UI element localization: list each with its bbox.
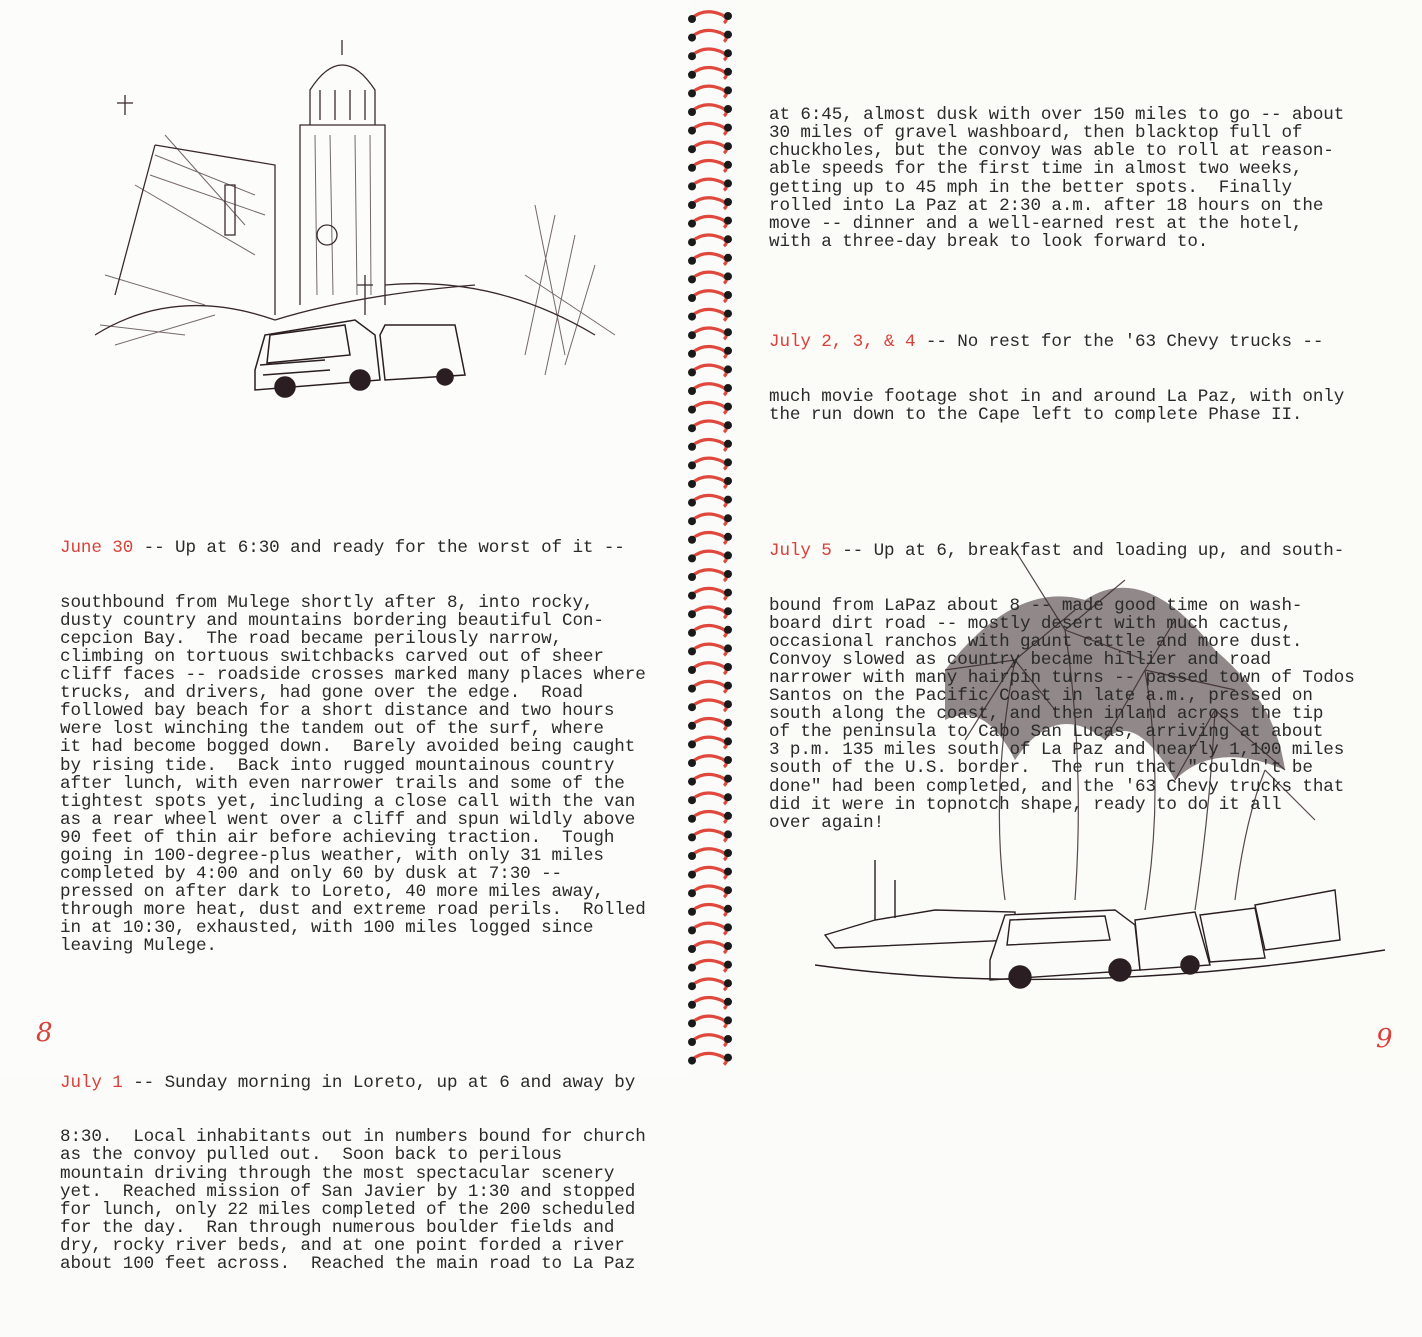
text-line: completed by 4:00 and only 60 by dusk at 7:30 -- (60, 864, 562, 885)
spiral-coil (688, 1016, 732, 1027)
text-line: over again! (769, 812, 885, 833)
entry-text: -- No rest for the '63 Chevy trucks -- (915, 332, 1324, 353)
spiral-coil (688, 123, 732, 134)
entry-july-1 (60, 1038, 646, 1309)
text-line: cepcion Bay. The road became perilously narrow, (60, 628, 562, 649)
spiral-coil (688, 402, 732, 413)
entry-date: July 5 (769, 541, 832, 562)
text-line: 30 miles of gravel washboard, then blacktop full of (769, 123, 1303, 144)
spiral-coil (688, 309, 732, 320)
text-line: 8:30. Local inhabitants out in numbers bound for church (60, 1127, 646, 1148)
text-line: the run down to the Cape left to complete Phase II. (769, 404, 1303, 425)
spiral-coil (688, 867, 732, 878)
spiral-coil (688, 960, 732, 971)
text-line: with a three-day break to look forward to. (769, 231, 1209, 252)
text-line: done" had been completed, and the '63 Chevy trucks that (769, 776, 1345, 797)
spiral-coil (688, 942, 732, 953)
entry-text: -- Up at 6:30 and ready for the worst of it -- (133, 538, 625, 559)
spiral-coil (688, 291, 732, 302)
spiral-coil (688, 458, 732, 469)
entry-july-5 (769, 506, 1355, 868)
spiral-coil (688, 644, 732, 655)
entry-text: -- Sunday morning in Loreto, up at 6 and away by (122, 1073, 636, 1094)
text-line: dusty country and mountains bordering beautiful Con- (60, 610, 604, 631)
spiral-coil (688, 30, 732, 41)
spiral-coil (688, 551, 732, 562)
entry-date: June 30 (60, 538, 134, 559)
spiral-coil (688, 12, 732, 23)
entry-july-2-3-4 (769, 297, 1355, 460)
spiral-coil (688, 68, 732, 79)
text-line: pressed on after dark to Loreto, 40 more miles away, (60, 882, 604, 903)
spiral-coil (688, 793, 732, 804)
text-line: getting up to 45 mph in the better spots. Finally (769, 177, 1292, 198)
entry-text: -- Up at 6, breakfast and loading up, and south- (831, 541, 1345, 562)
text-line: about 100 feet across. Reached the main road to La Paz (60, 1254, 636, 1275)
spiral-coil (688, 347, 732, 358)
spiral-coil (688, 514, 732, 525)
text-line: through more heat, dust and extreme road perils. Rolled (60, 900, 646, 921)
spiral-coil (688, 756, 732, 767)
text-line: move -- dinner and a well-earned rest at the hotel, (769, 213, 1303, 234)
spiral-coil (688, 421, 732, 432)
text-line: Santos on the Pacific Coast in late a.m., pressed on (769, 686, 1313, 707)
spiral-coil (688, 1053, 732, 1064)
text-line: much movie footage shot in and around La Paz, with only (769, 386, 1345, 407)
spiral-coil (688, 235, 732, 246)
text-line: at 6:45, almost dusk with over 150 miles to go -- about (769, 105, 1345, 126)
text-line: in at 10:30, exhausted, with 100 miles logged since (60, 918, 594, 939)
spiral-coil (688, 774, 732, 785)
spiral-binding (684, 0, 740, 1078)
spiral-coil (688, 737, 732, 748)
text-line: rolled into La Paz at 2:30 a.m. after 18 hours on the (769, 195, 1324, 216)
spiral-coil (688, 588, 732, 599)
spiral-coil (688, 998, 732, 1009)
spiral-coil (688, 700, 732, 711)
text-line: after lunch, with even narrower trails and some of the (60, 773, 625, 794)
text-line: by rising tide. Back into rugged mountainous country (60, 755, 615, 776)
entry-june-30 (60, 503, 646, 992)
spiral-coil (688, 719, 732, 730)
spiral-coil (688, 1035, 732, 1046)
entry-date: July 1 (60, 1073, 123, 1094)
spiral-coil (688, 216, 732, 227)
spiral-coil (688, 923, 732, 934)
page-number-left: 8 (36, 1018, 53, 1048)
text-line: cliff faces -- roadside crosses marked many places where (60, 665, 646, 686)
text-line: tightest spots yet, including a close call with the van (60, 791, 636, 812)
page-number-right: 9 (1376, 1024, 1393, 1054)
spiral-coil (688, 440, 732, 451)
text-line: did it were in topnotch shape, ready to do it all (769, 794, 1282, 815)
spiral-coil (688, 830, 732, 841)
spiral-coil (688, 533, 732, 544)
text-line: were lost winching the tandem out of the surf, where (60, 719, 604, 740)
right-text-column (769, 70, 1355, 896)
spiral-coil (688, 328, 732, 339)
text-line: southbound from Mulege shortly after 8, into rocky, (60, 592, 594, 613)
text-line: yet. Reached mission of San Javier by 1:30 and stopped (60, 1181, 636, 1202)
text-line: climbing on tortuous switchbacks carved out of sheer (60, 646, 604, 667)
spiral-coil (688, 812, 732, 823)
text-line: bound from LaPaz about 8 -- made good time on wash- (769, 595, 1303, 616)
text-line: 90 feet of thin air before achieving traction. Tough (60, 827, 615, 848)
spiral-coil (688, 365, 732, 376)
text-line: for the day. Ran through numerous boulder fields and (60, 1217, 615, 1238)
spiral-coil (688, 384, 732, 395)
text-line: able speeds for the first time in almost two weeks, (769, 159, 1303, 180)
spiral-coil (688, 105, 732, 116)
text-line: 3 p.m. 135 miles south of La Paz and nearly 1,100 miles (769, 740, 1345, 761)
text-line: it had become bogged down. Barely avoided being caught (60, 737, 636, 758)
text-line: leaving Mulege. (60, 936, 217, 957)
text-line: of the peninsula to Cabo San Lucas, arriving at about (769, 722, 1324, 743)
spiral-coil (688, 495, 732, 506)
text-line: board dirt road -- mostly desert with much cactus, (769, 613, 1292, 634)
spiral-coil (688, 849, 732, 860)
text-line: dry, rocky river beds, and at one point forded a river (60, 1235, 625, 1256)
text-line: south of the U.S. border. The run that "couldn't be (769, 758, 1313, 779)
text-line: mountain driving through the most spectacular scenery (60, 1163, 615, 1184)
spiral-coil (688, 272, 732, 283)
text-line: south along the coast, and then inland across the tip (769, 704, 1324, 725)
spiral-coil (688, 161, 732, 172)
spiral-coil (688, 663, 732, 674)
text-line: as the convoy pulled out. Soon back to perilous (60, 1145, 562, 1166)
spiral-coil (688, 198, 732, 209)
spiral-coil (688, 681, 732, 692)
spiral-coil (688, 477, 732, 488)
spiral-coil (688, 179, 732, 190)
entry-date: July 2, 3, & 4 (769, 332, 916, 353)
spiral-coil (688, 570, 732, 581)
spiral-coil (688, 886, 732, 897)
text-line: followed bay beach for a short distance and two hours (60, 701, 615, 722)
text-line: Convoy slowed as country became hillier and road (769, 649, 1271, 670)
spiral-coil (688, 626, 732, 637)
text-line: trucks, and drivers, had gone over the edge. Road (60, 683, 583, 704)
spiral-coil (688, 86, 732, 97)
spiral-coil (688, 607, 732, 618)
spiral-coil (688, 979, 732, 990)
mission-church-sketch (95, 35, 625, 435)
spiral-coil (688, 905, 732, 916)
text-line: narrower with many hairpin turns -- passed town of Todos (769, 668, 1355, 688)
left-text-column (60, 467, 646, 1337)
text-line: chuckholes, but the convoy was able to roll at reason- (769, 141, 1334, 162)
entry-july-1-continued (769, 106, 1355, 251)
text-line: as a rear wheel went over a cliff and spun wildly above (60, 809, 636, 830)
text-line: for lunch, only 22 miles completed of the 200 scheduled (60, 1199, 636, 1220)
spiral-coil (688, 142, 732, 153)
text-line: going in 100-degree-plus weather, with only 31 miles (60, 845, 604, 866)
text-line: occasional ranchos with gaunt cattle and more dust. (769, 631, 1303, 652)
spiral-coil (688, 49, 732, 60)
spiral-coil (688, 254, 732, 265)
